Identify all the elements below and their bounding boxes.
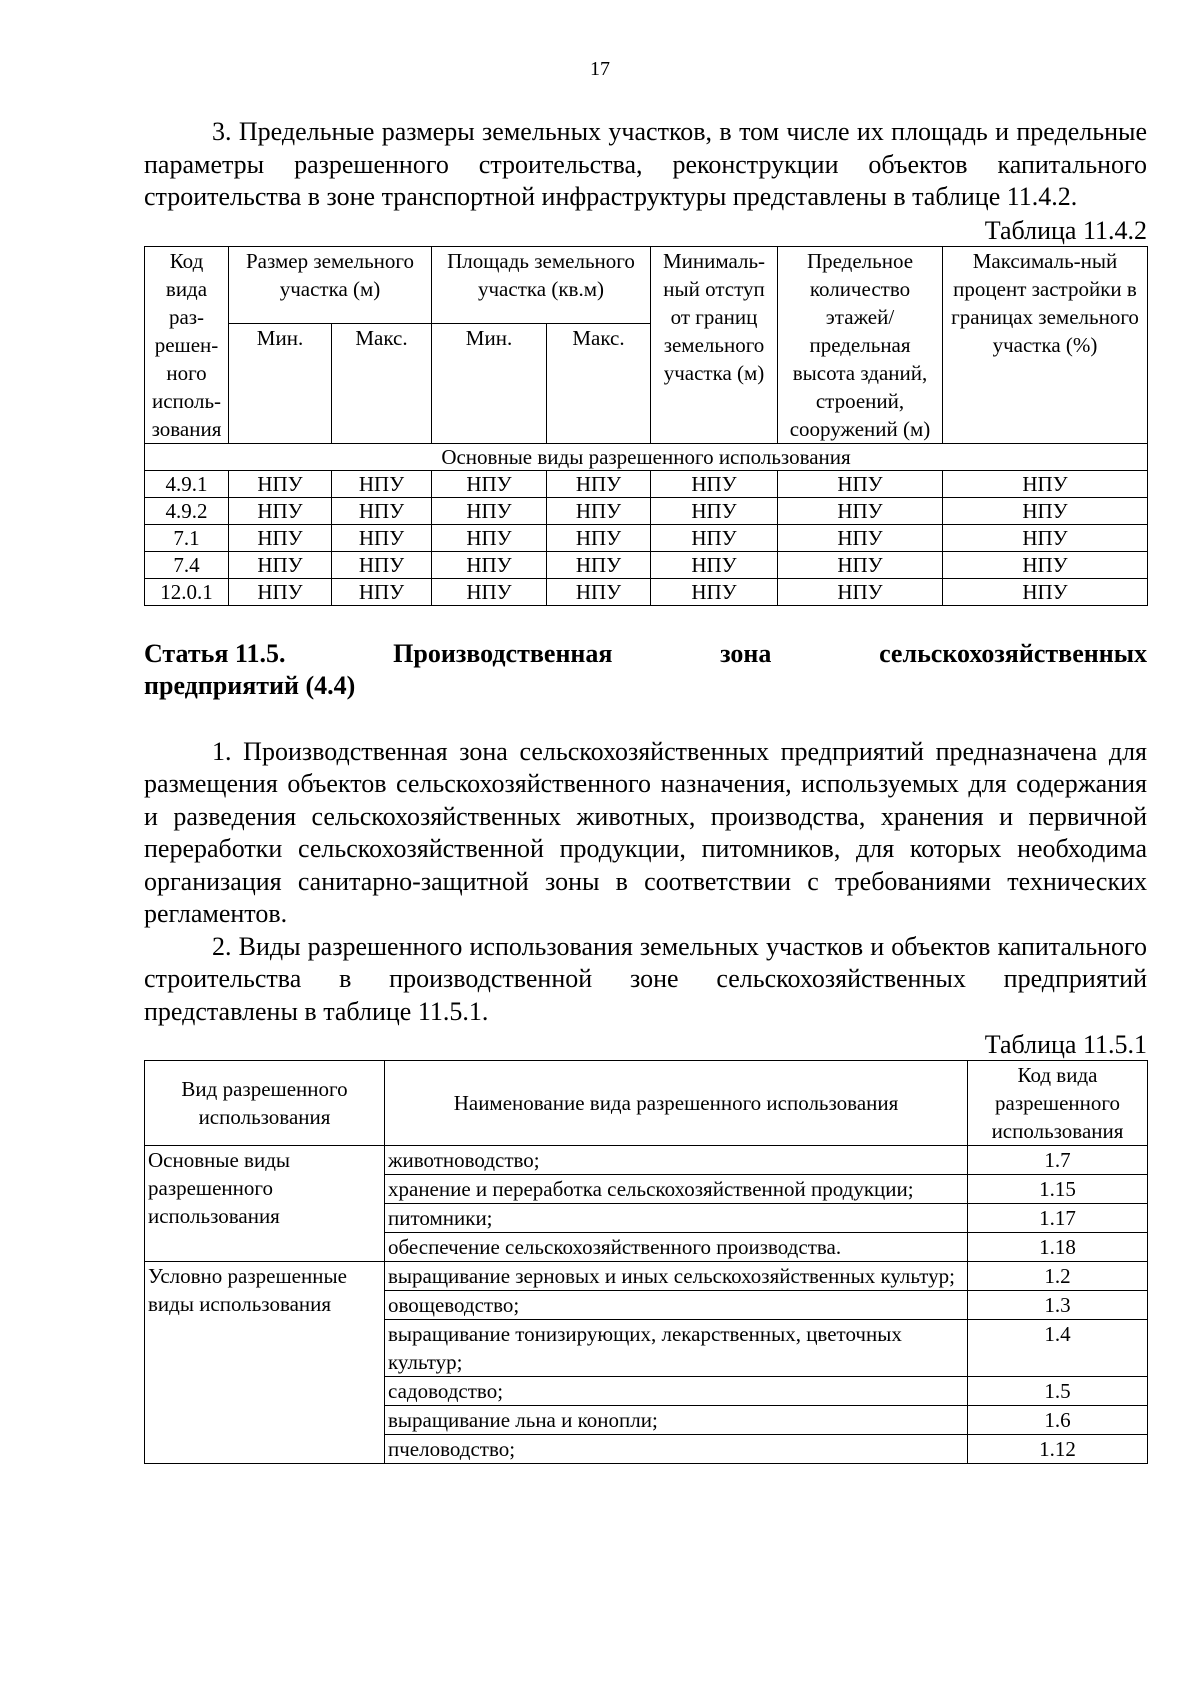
- header-name: Наименование вида разрешенного использования: [385, 1061, 968, 1146]
- row-value-cell: НПУ: [547, 497, 651, 524]
- page-content: [144, 116, 1147, 1464]
- row-value-cell: НПУ: [778, 524, 943, 551]
- row-value-cell: НПУ: [778, 497, 943, 524]
- header-code: Код вида раз-решен-ного исполь-зования: [145, 246, 229, 443]
- use-code-cell: 1.7: [968, 1146, 1148, 1175]
- paragraph-2: 2. Виды разрешенного использования земельных участков и объектов капитального строительства в производственной зоне сельскохозяйственных предприятий представлены в таблице 11.5.1.: [144, 931, 1147, 1026]
- row-value-cell: НПУ: [547, 551, 651, 578]
- group-label-cell: Основные виды разрешенного использования: [145, 1146, 385, 1262]
- use-code-cell: 1.2: [968, 1262, 1148, 1291]
- table-row: [145, 578, 1148, 605]
- use-name-cell: выращивание тонизирующих, лекарственных, цветочных культур;: [385, 1320, 968, 1377]
- table-11-5-1: [144, 1060, 1148, 1464]
- header-setback: Минималь-ный отступ от границ земельного участка (м): [651, 246, 778, 443]
- row-value-cell: НПУ: [651, 524, 778, 551]
- table-row: [145, 551, 1148, 578]
- use-name-cell: садоводство;: [385, 1377, 968, 1406]
- row-value-cell: НПУ: [332, 470, 432, 497]
- use-code-cell: 1.15: [968, 1175, 1148, 1204]
- header-size-min: Мин.: [229, 323, 332, 443]
- row-value-cell: НПУ: [432, 470, 547, 497]
- row-code-cell: 12.0.1: [145, 578, 229, 605]
- row-value-cell: НПУ: [943, 497, 1148, 524]
- header-area-max: Макс.: [547, 323, 651, 443]
- row-value-cell: НПУ: [778, 551, 943, 578]
- use-name-cell: обеспечение сельскохозяйственного производства.: [385, 1233, 968, 1262]
- row-value-cell: НПУ: [547, 578, 651, 605]
- article-line2: предприятий (4.4): [144, 670, 356, 700]
- row-value-cell: НПУ: [229, 470, 332, 497]
- article-word: сельскохозяйственных: [879, 638, 1147, 668]
- row-value-cell: НПУ: [229, 524, 332, 551]
- row-value-cell: НПУ: [229, 578, 332, 605]
- table-row: [145, 524, 1148, 551]
- row-value-cell: НПУ: [943, 578, 1148, 605]
- row-value-cell: НПУ: [943, 524, 1148, 551]
- article-number: Статья 11.5.: [144, 638, 286, 668]
- use-name-cell: хранение и переработка сельскохозяйственной продукции;: [385, 1175, 968, 1204]
- page-number: 17: [590, 58, 610, 80]
- row-value-cell: НПУ: [547, 524, 651, 551]
- header-area: Площадь земельного участка (кв.м): [432, 246, 651, 323]
- table2-body: [145, 1146, 1148, 1464]
- use-name-cell: животноводство;: [385, 1146, 968, 1175]
- row-value-cell: НПУ: [229, 551, 332, 578]
- use-code-cell: 1.17: [968, 1204, 1148, 1233]
- group-row: Основные виды разрешенного использования: [145, 443, 1148, 470]
- header-size: Размер земельного участка (м): [229, 246, 432, 323]
- row-value-cell: НПУ: [432, 578, 547, 605]
- header-size-max: Макс.: [332, 323, 432, 443]
- use-code-cell: 1.12: [968, 1435, 1148, 1464]
- use-name-cell: выращивание льна и конопли;: [385, 1406, 968, 1435]
- use-code-cell: 1.18: [968, 1233, 1148, 1262]
- header-kind: Вид разрешенного использования: [145, 1061, 385, 1146]
- row-value-cell: НПУ: [332, 524, 432, 551]
- row-value-cell: НПУ: [943, 470, 1148, 497]
- row-code-cell: 7.1: [145, 524, 229, 551]
- use-name-cell: овощеводство;: [385, 1291, 968, 1320]
- row-value-cell: НПУ: [332, 551, 432, 578]
- use-name-cell: пчеловодство;: [385, 1435, 968, 1464]
- row-value-cell: НПУ: [778, 578, 943, 605]
- row-value-cell: НПУ: [432, 497, 547, 524]
- section3-paragraph: 3. Предельные размеры земельных участков, в том числе их площадь и предельные параметры разрешенного строительства, реконструкции объектов капитального строительства в зоне транспортной инфраструктуры представлены в таблице 11.4.2.: [144, 117, 1147, 211]
- table-row: [145, 1262, 1148, 1291]
- row-value-cell: НПУ: [651, 578, 778, 605]
- row-value-cell: НПУ: [943, 551, 1148, 578]
- table-row: [145, 1146, 1148, 1175]
- table-11-4-2: [144, 246, 1148, 606]
- header-floors: Предельное количество этажей/ предельная высота зданий, строений, сооружений (м): [778, 246, 943, 443]
- row-value-cell: НПУ: [332, 497, 432, 524]
- table1-body: [145, 470, 1148, 605]
- article-word: Производственная: [393, 638, 613, 668]
- table-row: [145, 497, 1148, 524]
- row-value-cell: НПУ: [432, 524, 547, 551]
- group-label-cell: Условно разрешенные виды использования: [145, 1262, 385, 1464]
- row-value-cell: НПУ: [651, 551, 778, 578]
- table1-caption: Таблица 11.4.2: [984, 215, 1147, 245]
- use-code-cell: 1.6: [968, 1406, 1148, 1435]
- header-code: Код вида разрешенного использования: [968, 1061, 1148, 1146]
- use-name-cell: питомники;: [385, 1204, 968, 1233]
- paragraph-1: 1. Производственная зона сельскохозяйственных предприятий предназначена для размещения объектов сельскохозяйственного назначения, используемых для содержания и разведения сельскохозяйственных животных, производства, хранения и первичной переработки сельскохозяйственной продукции, питомников, для которых необходима организация санитарно-защитной зоны в соответствии с требованиями технических регламентов.: [144, 736, 1147, 928]
- header-percent: Максималь-ный процент застройки в границах земельного участка (%): [943, 246, 1148, 443]
- header-area-min: Мин.: [432, 323, 547, 443]
- row-value-cell: НПУ: [547, 470, 651, 497]
- row-value-cell: НПУ: [332, 578, 432, 605]
- table-row: [145, 470, 1148, 497]
- row-code-cell: 4.9.1: [145, 470, 229, 497]
- row-value-cell: НПУ: [651, 470, 778, 497]
- row-value-cell: НПУ: [651, 497, 778, 524]
- use-name-cell: выращивание зерновых и иных сельскохозяйственных культур;: [385, 1262, 968, 1291]
- row-value-cell: НПУ: [229, 497, 332, 524]
- use-code-cell: 1.3: [968, 1291, 1148, 1320]
- table2-caption: Таблица 11.5.1: [984, 1030, 1147, 1059]
- article-heading: [144, 638, 1147, 702]
- row-code-cell: 7.4: [145, 551, 229, 578]
- row-code-cell: 4.9.2: [145, 497, 229, 524]
- use-code-cell: 1.5: [968, 1377, 1148, 1406]
- use-code-cell: 1.4: [968, 1320, 1148, 1377]
- row-value-cell: НПУ: [432, 551, 547, 578]
- row-value-cell: НПУ: [778, 470, 943, 497]
- article-word: зона: [720, 638, 772, 668]
